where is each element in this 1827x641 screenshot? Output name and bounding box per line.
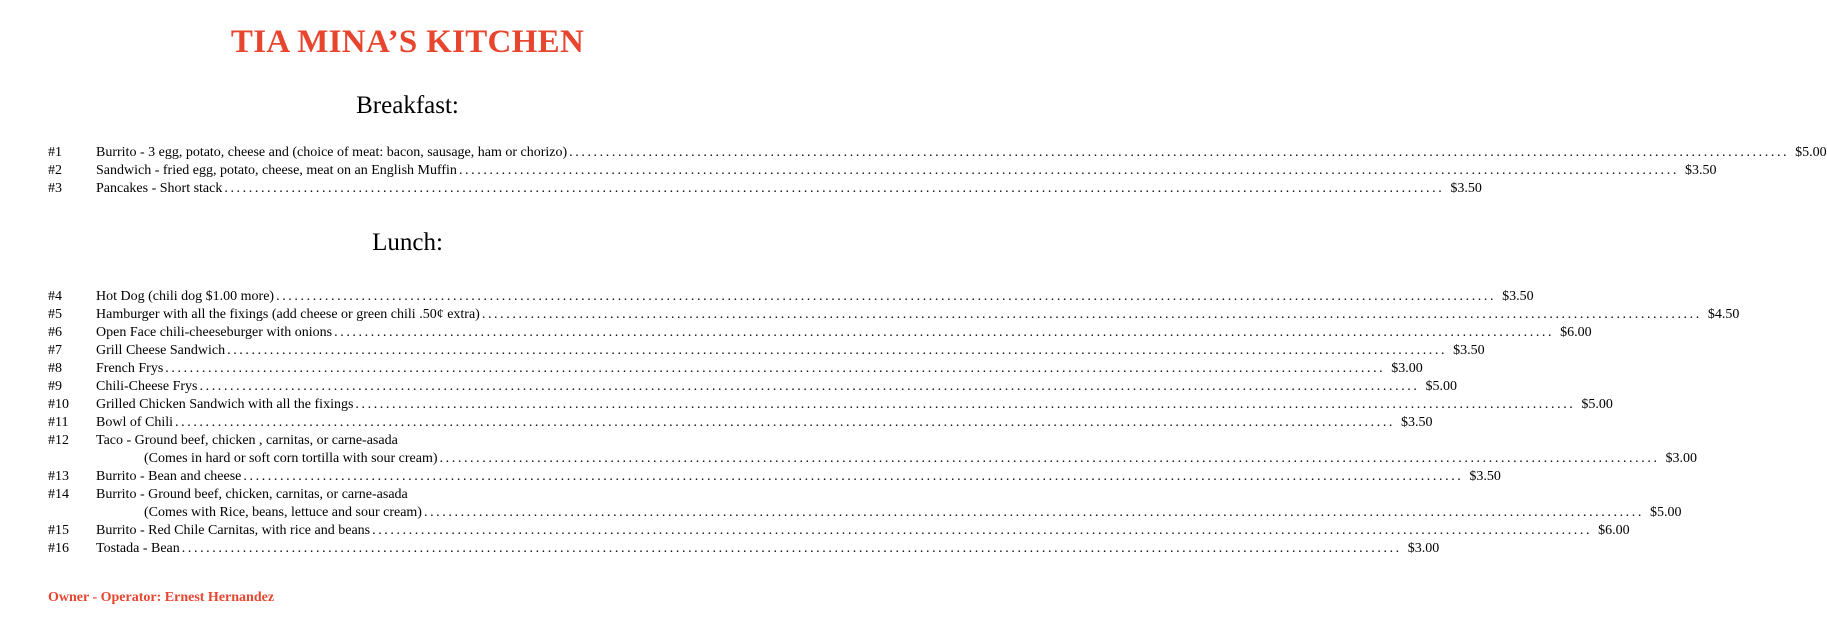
menu-item-line [96,306,1740,324]
menu-item-price: $5.00 [1581,397,1613,412]
menu-item-line [96,396,1613,414]
menu-item-description: Burrito - Ground beef, chicken, carnitas, or carne-asada [96,487,408,502]
dot-leader: ........................................................................................................................................................................................................ [199,379,1420,394]
menu-item-line [96,180,1482,198]
dot-leader: ........................................................................................................................................................................................................ [481,307,1702,322]
menu-item-description: (Comes in hard or soft corn tortilla with sour cream) [144,451,438,466]
menu-item-line [96,162,1717,180]
menu-item-number: #14 [48,487,69,502]
menu-item-description: French Frys [96,361,164,376]
dot-leader: ........................................................................................................................................................................................................ [227,343,1448,358]
menu-item-row [48,324,1592,342]
menu-item-row [48,468,1501,486]
menu-item-price: $3.50 [1450,181,1482,196]
menu-item-price: $6.00 [1598,523,1630,538]
menu-item-price: $3.00 [1391,361,1423,376]
menu-item-number: #12 [48,433,69,448]
menu-item-price: $5.00 [1649,505,1682,520]
menu-item-description: Pancakes - Short stack [96,181,223,196]
dot-leader: ........................................................................................................................................................................................................ [175,415,1396,430]
menu-item-price: $6.00 [1560,325,1592,340]
menu-item-number: #4 [48,289,62,304]
menu-item-price: $3.50 [1684,163,1717,178]
menu-item-description: Burrito - Bean and cheese [96,469,242,484]
menu-item-row [48,342,1485,360]
dot-leader: ........................................................................................................................................................................................................ [423,505,1644,520]
menu-item-number: #9 [48,379,62,394]
menu-item-description: Burrito - Red Chile Carnitas, with rice and beans [96,523,371,538]
menu-item-number: #11 [48,415,69,430]
restaurant-title: TIA MINA’S KITCHEN [230,24,585,60]
menu-item-line [96,432,763,450]
lunch-heading: Lunch: [372,229,443,256]
menu-item-description: Grill Cheese Sandwich [96,343,226,358]
menu-item-price: $3.50 [1502,289,1534,304]
menu-item-row [48,306,1740,324]
menu-item-description: (Comes with Rice, beans, lettuce and sour cream) [144,505,422,520]
menu-item-row [48,396,1613,414]
menu-item-price: $3.00 [1407,541,1440,556]
dot-leader: ........................................................................................................................................................................................................ [439,451,1660,466]
menu-item-description: Grilled Chicken Sandwich with all the fixings [96,397,354,412]
menu-item-number: #6 [48,325,62,340]
dot-leader: ........................................................................................................................................................................................................ [355,397,1576,412]
menu-item-description: Sandwich - fried egg, potato, cheese, meat on an English Muffin [96,163,457,178]
menu-item-number: #1 [48,145,62,160]
menu-item-line [96,144,1827,162]
menu-item-number: #3 [48,181,62,196]
menu-item-number: #13 [48,469,69,484]
menu-item-description: Burrito - 3 egg, potato, cheese and (choice of meat: bacon, sausage, ham or chorizo) [96,145,568,160]
dot-leader: ........................................................................................................................................................................................................ [224,181,1445,196]
dot-leader: ........................................................................................................................................................................................................ [458,163,1679,178]
menu-item-line [96,324,1592,342]
menu-item-number: #10 [48,397,69,412]
menu-item-line [96,540,1440,558]
menu-item-price: $5.00 [1795,145,1827,160]
menu-item-line [96,360,1423,378]
menu-item-number: #8 [48,361,62,376]
menu-item-price: $3.50 [1453,343,1485,358]
breakfast-menu-list [48,144,1827,198]
menu-item-row [48,504,1682,522]
menu-item-row [48,522,1630,540]
menu-item-description: Open Face chili-cheeseburger with onions [96,325,333,340]
menu-item-description: Hot Dog (chili dog $1.00 more) [96,289,275,304]
dot-leader: ........................................................................................................................................................................................................ [372,523,1593,538]
menu-item-price: $3.50 [1469,469,1501,484]
menu-item-row [48,432,763,450]
menu-item-line [96,414,1433,432]
menu-item-price: $4.50 [1707,307,1740,322]
menu-item-row [48,378,1457,396]
breakfast-heading: Breakfast: [356,92,459,119]
menu-item-number: #7 [48,343,62,358]
menu-item-row [48,162,1717,180]
menu-item-price: $5.00 [1425,379,1457,394]
menu-item-line [96,378,1457,396]
menu-item-line [96,288,1534,306]
dot-leader: ........................................................................................................................................................................................................ [569,145,1790,160]
menu-item-price: $3.50 [1401,415,1433,430]
menu-item-row [48,288,1534,306]
dot-leader: ........................................................................................................................................................................................................ [334,325,1555,340]
menu-item-line [96,522,1630,540]
dot-leader: ........................................................................................................................................................................................................ [243,469,1464,484]
menu-item-description: Tostada - Bean [96,541,180,556]
menu-item-price: $3.00 [1665,451,1698,466]
menu-item-row [48,180,1482,198]
dot-leader: ........................................................................................................................................................................................................ [181,541,1402,556]
menu-item-row [48,414,1433,432]
menu-item-row [48,144,1827,162]
menu-item-description: Hamburger with all the fixings (add cheese or green chili .50¢ extra) [96,307,480,322]
menu-item-line [96,486,763,504]
menu-item-line [96,468,1501,486]
menu-item-number: #5 [48,307,62,322]
menu-item-row [48,540,1440,558]
menu-item-row [48,360,1423,378]
dot-leader: ........................................................................................................................................................................................................ [165,361,1386,376]
menu-item-number: #16 [48,541,69,556]
menu-item-description: Bowl of Chili [96,415,174,430]
menu-item-row [48,486,763,504]
menu-item-number: #2 [48,163,62,178]
menu-item-line [96,342,1485,360]
lunch-menu-list [48,288,1740,558]
menu-item-row [48,450,1698,468]
menu-item-number: #15 [48,523,69,538]
owner-footer: Owner - Operator: Ernest Hernandez [48,590,275,605]
menu-item-line [144,504,1682,522]
menu-item-line [144,450,1698,468]
menu-item-description: Taco - Ground beef, chicken , carnitas, or carne-asada [96,433,398,448]
dot-leader: ........................................................................................................................................................................................................ [276,289,1497,304]
menu-item-description: Chili-Cheese Frys [96,379,198,394]
